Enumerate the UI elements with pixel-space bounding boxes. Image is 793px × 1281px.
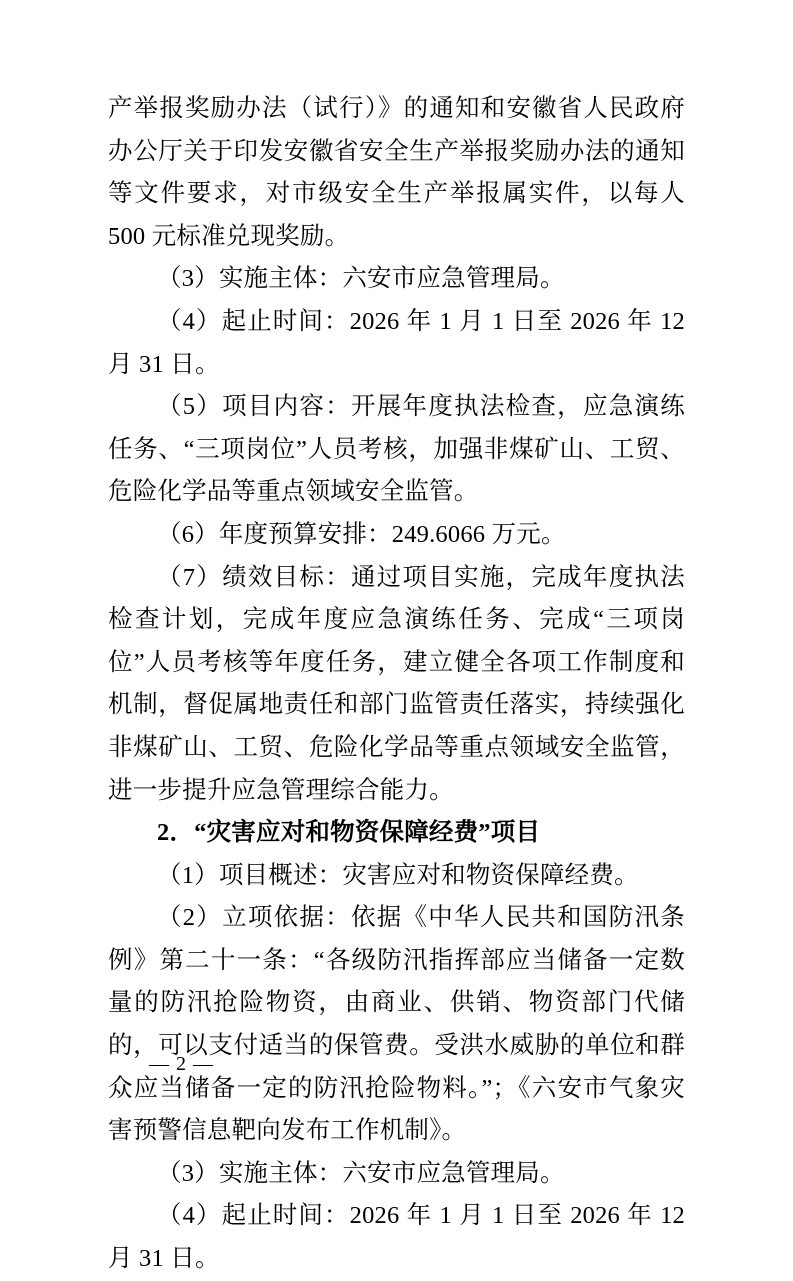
paragraph-performance-goal: （7）绩效目标：通过项目实施，完成年度执法检查计划，完成年度应急演练任务、完成“三项岗位”人员考核等年度任务，建立健全各项工作制度和机制，督促属地责任和部门监管责任落实，持续强化非煤矿山、工贸、危险化学品等重点领域安全监管，进一步提升应急管理综合能力。 <box>108 563 685 804</box>
paragraph-project-overview: （1）项目概述：灾害应对和物资保障经费。 <box>157 861 639 889</box>
paragraph-period-1: （4）起止时间：2026 年 1 月 1 日至 2026 年 12 月 31 日。 <box>108 307 685 378</box>
paragraph-implementing-entity-2: （3）实施主体：六安市应急管理局。 <box>157 1159 565 1187</box>
paragraph-implementing-entity-1: （3）实施主体：六安市应急管理局。 <box>157 265 565 293</box>
paragraph-period-2: （4）起止时间：2026 年 1 月 1 日至 2026 年 12 月 31 日。 <box>108 1202 685 1273</box>
paragraph-annual-budget: （6）年度预算安排：249.6066 万元。 <box>157 520 566 548</box>
section-heading-2: 2．“灾害应对和物资保障经费”项目 <box>157 819 541 847</box>
page-number: — 2 — <box>149 1053 214 1075</box>
paragraph-continuation: 产举报奖励办法（试行）》的通知和安徽省人民政府办公厅关于印发安徽省安全生产举报奖励办法的通知等文件要求，对市级安全生产举报属实件，以每人 500 元标准兑现奖励。 <box>108 95 685 250</box>
page-footer <box>0 1053 793 1076</box>
document-body <box>108 88 685 1281</box>
paragraph-legal-basis: （2）立项依据：依据《中华人民共和国防汛条例》第二十一条：“各级防汛指挥部应当储备一定数量的防汛抢险物资，由商业、供销、物资部门代储的，可以支付适当的保管费。受洪水威胁的单位和群众应当储备一定的防汛抢险物料。”；《六安市气象灾害预警信息靶向发布工作机制》。 <box>108 904 685 1145</box>
paragraph-project-content: （5）项目内容：开展年度执法检查，应急演练任务、“三项岗位”人员考核，加强非煤矿山、工贸、危险化学品等重点领域安全监管。 <box>108 393 685 506</box>
